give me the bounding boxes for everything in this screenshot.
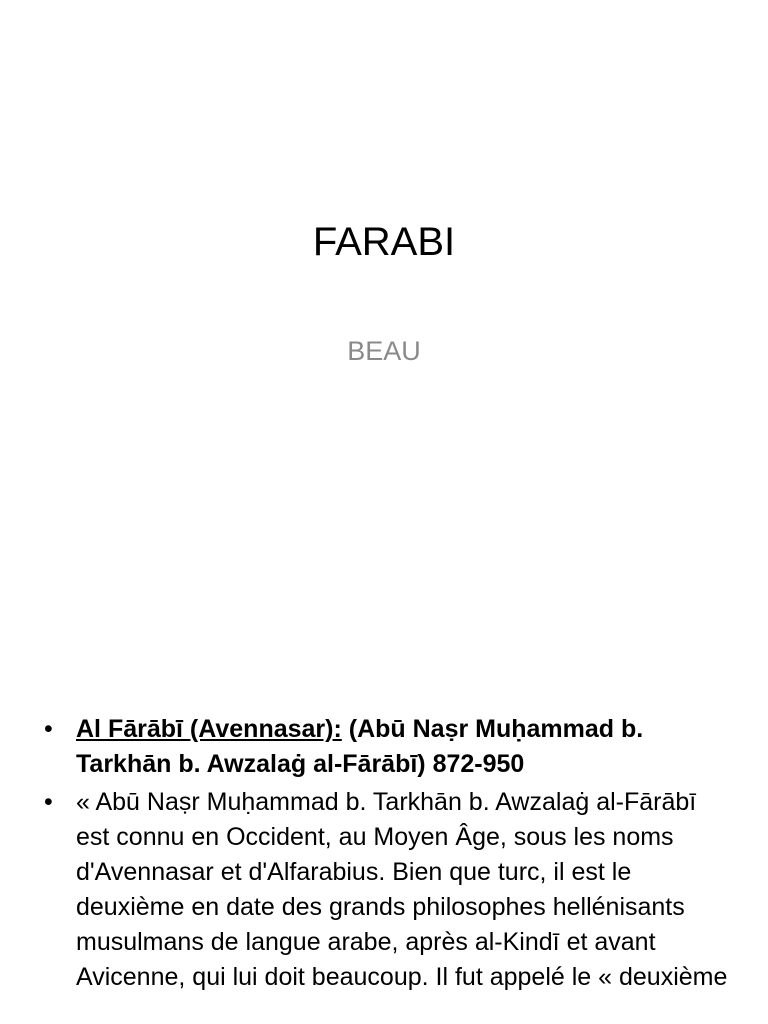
bullet-list bbox=[40, 712, 730, 998]
content-slide bbox=[0, 576, 768, 1024]
bullet-lead-detail: (Abū Naṣr Muḥammad b. Tarkhān b. Awzalaġ al-Fārābī) 872-950 bbox=[76, 715, 644, 778]
bullet-item bbox=[40, 785, 730, 995]
slide-title: FARABI bbox=[312, 220, 456, 264]
slide-subtitle: BEAU bbox=[347, 336, 421, 366]
bullet-text: « Abū Naṣr Muḥammad b. Tarkhān b. Awzalaġ al-Fārābī est connu en Occident, au Moyen Âge, sous les noms d'Avennasar et d'Alfarabius. Bien que turc, il est le deuxième en date des grands philosophes hellénisants musulmans de langue arabe, après al-Kindī et avant Avicenne, qui lui doit beaucoup. Il fut appelé le « deuxième bbox=[76, 788, 728, 991]
bullet-icon: • bbox=[44, 788, 53, 816]
bullet-item bbox=[40, 712, 730, 782]
bullet-lead-term: Al Fārābī (Avennasar): bbox=[76, 715, 342, 743]
bullet-icon: • bbox=[44, 715, 53, 743]
